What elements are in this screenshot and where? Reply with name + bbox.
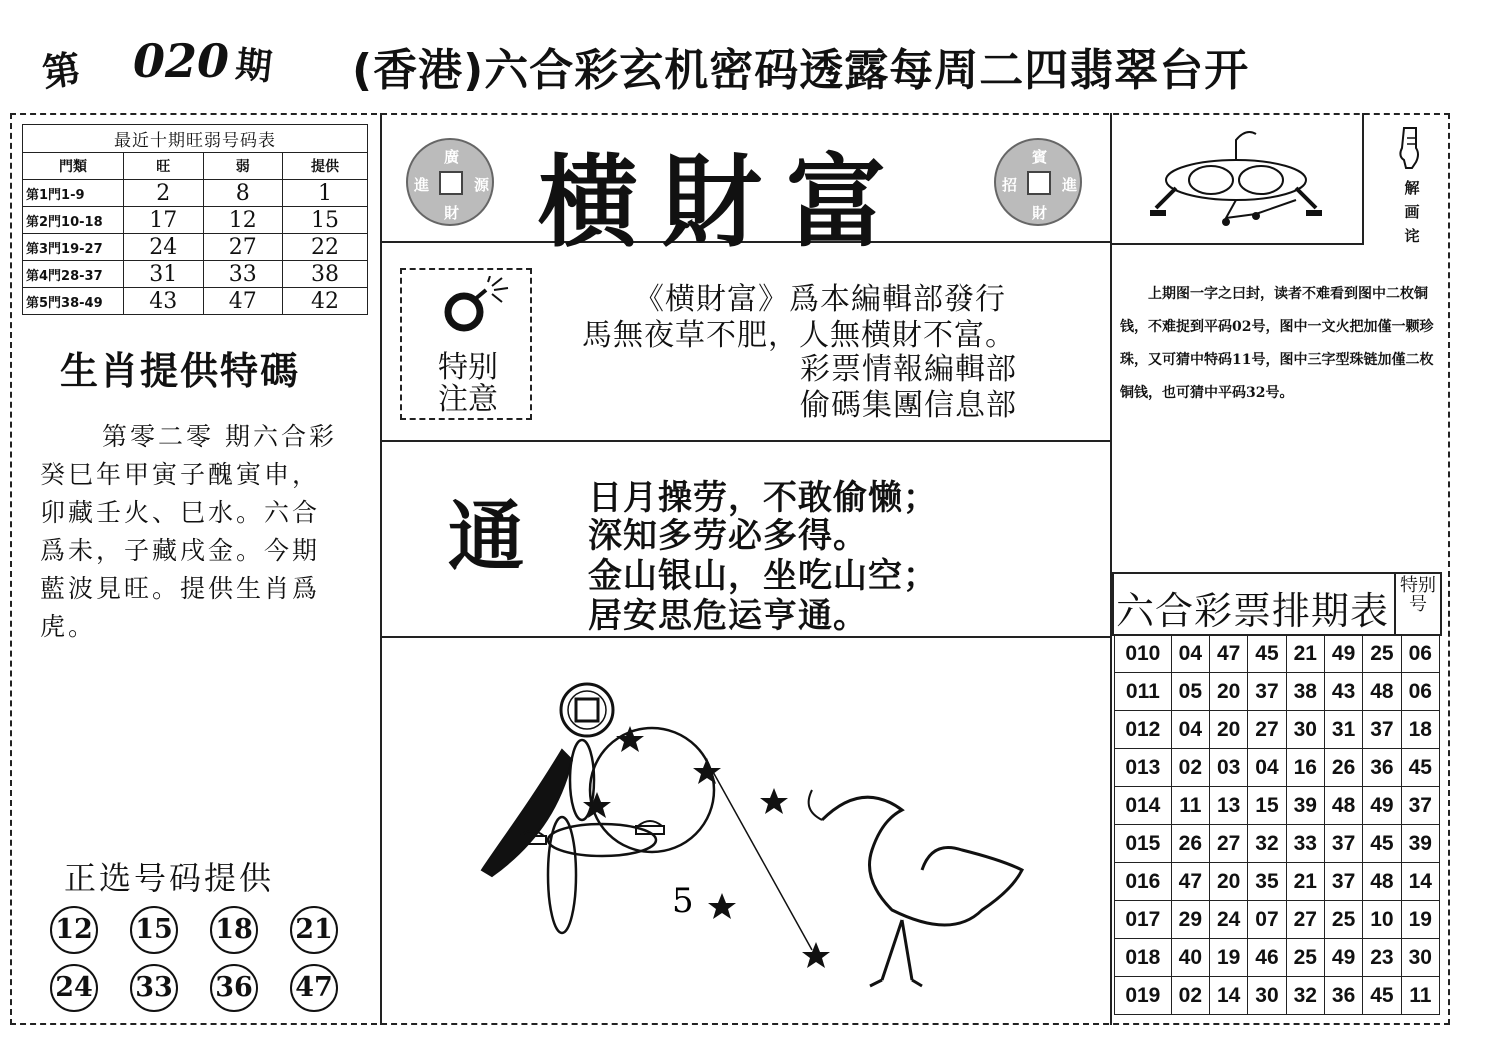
schedule-number: 32 [1248, 825, 1286, 863]
stats-row [23, 207, 368, 234]
schedule-number: 43 [1324, 673, 1362, 711]
pick-ball: 36 [210, 964, 258, 1012]
schedule-number: 38 [1286, 673, 1324, 711]
schedule-issue: 019 [1115, 977, 1172, 1015]
schedule-number: 04 [1171, 635, 1209, 673]
brand-title: 横財富 [538, 143, 910, 261]
stats-cell-label: 第3門19-27 [23, 234, 124, 261]
schedule-number: 27 [1286, 901, 1324, 939]
schedule-number: 45 [1248, 635, 1286, 673]
star-icons [583, 726, 830, 968]
schedule-number: 13 [1210, 787, 1248, 825]
stats-cell-tigong: 22 [283, 234, 368, 261]
bomb-icon [440, 276, 516, 336]
schedule-number: 49 [1324, 635, 1362, 673]
stats-cell-wang: 17 [124, 207, 204, 234]
schedule-number: 20 [1210, 673, 1248, 711]
schedule-number: 30 [1286, 711, 1324, 749]
schedule-number: 37 [1248, 673, 1286, 711]
schedule-number: 48 [1363, 673, 1401, 711]
schedule-row [1115, 901, 1440, 939]
schedule-special-number: 18 [1401, 711, 1439, 749]
schedule-number: 36 [1324, 977, 1362, 1015]
stats-cell-wang: 2 [124, 180, 204, 207]
schedule-number: 29 [1171, 901, 1209, 939]
stats-header: 弱 [203, 153, 283, 180]
schedule-number: 27 [1248, 711, 1286, 749]
notice-label [418, 352, 518, 416]
schedule-number: 21 [1286, 863, 1324, 901]
pick-ball: 47 [290, 964, 338, 1012]
stats-cell-tigong: 1 [283, 180, 368, 207]
schedule-number: 36 [1363, 749, 1401, 787]
schedule-number: 47 [1210, 635, 1248, 673]
schedule-table [1114, 634, 1440, 1015]
schedule-number: 32 [1286, 977, 1324, 1015]
schedule-issue: 010 [1115, 635, 1172, 673]
schedule-number: 25 [1324, 901, 1362, 939]
notice-label-line: 特别 [438, 350, 498, 385]
notice-line: 偷碼集團信息部 [800, 388, 1017, 423]
stats-row [23, 234, 368, 261]
zodiac-heading: 生肖提供特碼 [60, 349, 301, 393]
stats-cell-ruo: 12 [203, 207, 283, 234]
zodiac-text: 第零二零 期六合彩癸巳年甲寅子醜寅申，卯藏壬火、巳水。六合爲未，子藏戌金。今期藍波見旺。提供生肖爲虎。 [40, 422, 337, 641]
schedule-number: 45 [1363, 825, 1401, 863]
notice-line: 彩票情報編輯部 [800, 352, 1017, 387]
stats-cell-ruo: 27 [203, 234, 283, 261]
stats-body [23, 180, 368, 315]
schedule-number: 45 [1363, 977, 1401, 1015]
notice-line: 馬無夜草不肥，人無横財不富。 [582, 318, 1016, 353]
schedule-number: 47 [1171, 863, 1209, 901]
stats-header: 提供 [283, 153, 368, 180]
issue-number: 020 [133, 34, 230, 88]
schedule-special-number: 45 [1401, 749, 1439, 787]
verse-big-char: 通 [448, 492, 524, 581]
stats-cell-ruo: 8 [203, 180, 283, 207]
notice-label-line: 注意 [438, 382, 498, 417]
verse-line: 日月操劳，不敢偷懒； [588, 478, 938, 518]
schedule-row [1115, 635, 1440, 673]
schedule-number: 02 [1171, 749, 1209, 787]
stats-cell-wang: 31 [124, 261, 204, 288]
schedule-issue: 018 [1115, 939, 1172, 977]
riddle-side-divider [1362, 113, 1364, 243]
schedule-row [1115, 749, 1440, 787]
stats-cell-tigong: 15 [283, 207, 368, 234]
schedule-number: 48 [1363, 863, 1401, 901]
schedule-number: 14 [1210, 977, 1248, 1015]
issue-prefix: 第 [39, 46, 84, 96]
schedule-row [1115, 977, 1440, 1015]
schedule-row [1115, 939, 1440, 977]
schedule-number: 49 [1324, 939, 1362, 977]
coin-right-icon: 賓 招 進 財 [994, 138, 1082, 226]
schedule-special-label: 特别号 [1400, 575, 1436, 615]
schedule-issue: 014 [1115, 787, 1172, 825]
schedule-special-number: 06 [1401, 635, 1439, 673]
stats-table [22, 124, 368, 315]
schedule-number: 30 [1248, 977, 1286, 1015]
schedule-number: 25 [1363, 635, 1401, 673]
riddle-block [1120, 278, 1442, 410]
schedule-number: 04 [1248, 749, 1286, 787]
riddle-top-divider [1112, 243, 1364, 245]
schedule-number: 11 [1171, 787, 1209, 825]
pointing-hand-icon [1398, 124, 1424, 170]
schedule-issue: 015 [1115, 825, 1172, 863]
riddle-text: 上期图一字之曰封，读者不难看到图中二枚铜钱，不难捉到平码02号，图中一文火把加僅一颗珍珠，又可猜中特码11号，图中三字型珠链加僅二枚铜钱，也可猜中平码32号。 [1120, 286, 1434, 401]
notice-line: 《横財富》爲本編輯部發行 [634, 282, 1006, 317]
schedule-number: 02 [1171, 977, 1209, 1015]
stats-cell-wang: 43 [124, 288, 204, 315]
stats-cell-label: 第5門38-49 [23, 288, 124, 315]
stats-cell-ruo: 47 [203, 288, 283, 315]
stats-header: 門類 [23, 153, 124, 180]
schedule-row [1115, 673, 1440, 711]
schedule-issue: 012 [1115, 711, 1172, 749]
schedule-special-number: 39 [1401, 825, 1439, 863]
pick-ball: 12 [50, 906, 98, 954]
stats-cell-label: 第1門1-9 [23, 180, 124, 207]
schedule-title: 六合彩票排期表 [1116, 589, 1390, 633]
schedule-number: 23 [1363, 939, 1401, 977]
schedule-issue: 013 [1115, 749, 1172, 787]
stats-row [23, 261, 368, 288]
schedule-number: 19 [1210, 939, 1248, 977]
pick-ball: 33 [130, 964, 178, 1012]
schedule-row [1115, 787, 1440, 825]
schedule-number: 20 [1210, 711, 1248, 749]
schedule-number: 46 [1248, 939, 1286, 977]
schedule-number: 48 [1324, 787, 1362, 825]
schedule-number: 40 [1171, 939, 1209, 977]
schedule-special-number: 06 [1401, 673, 1439, 711]
schedule-number: 03 [1210, 749, 1248, 787]
schedule-number: 39 [1286, 787, 1324, 825]
schedule-number: 26 [1171, 825, 1209, 863]
schedule-number: 10 [1363, 901, 1401, 939]
pick-ball: 21 [290, 906, 338, 954]
pick-ball: 24 [50, 964, 98, 1012]
bird-icon [809, 790, 1022, 986]
page-title: (香港)六合彩玄机密码透露每周二四翡翠台开 [352, 45, 1250, 96]
stats-cell-wang: 24 [124, 234, 204, 261]
schedule-number: 05 [1171, 673, 1209, 711]
schedule-number: 33 [1286, 825, 1324, 863]
schedule-number: 35 [1248, 863, 1286, 901]
schedule-special-number: 37 [1401, 787, 1439, 825]
coin-left-icon: 廣 進 源 財 [406, 138, 494, 226]
schedule-number: 21 [1286, 635, 1324, 673]
schedule-number: 20 [1210, 863, 1248, 901]
verse-divider [380, 636, 1110, 638]
stats-row [23, 288, 368, 315]
stats-caption: 最近十期旺弱号码表 [23, 125, 368, 153]
schedule-special-number: 14 [1401, 863, 1439, 901]
schedule-number: 37 [1324, 825, 1362, 863]
stats-cell-tigong: 38 [283, 261, 368, 288]
stats-cell-label: 第2門10-18 [23, 207, 124, 234]
schedule-number: 24 [1210, 901, 1248, 939]
schedule-row [1115, 825, 1440, 863]
stats-header: 旺 [124, 153, 204, 180]
schedule-issue: 011 [1115, 673, 1172, 711]
schedule-number: 07 [1248, 901, 1286, 939]
schedule-number: 04 [1171, 711, 1209, 749]
schedule-number: 16 [1286, 749, 1324, 787]
stats-cell-label: 第4門28-37 [23, 261, 124, 288]
verse-line: 深知多劳必多得。 [588, 516, 868, 556]
schedule-number: 15 [1248, 787, 1286, 825]
picture-digit: 5 [672, 881, 694, 921]
schedule-issue: 017 [1115, 901, 1172, 939]
pick-ball: 15 [130, 906, 178, 954]
schedule-issue: 016 [1115, 863, 1172, 901]
schedule-row [1115, 711, 1440, 749]
coin-icon [561, 684, 613, 736]
schedule-number: 26 [1324, 749, 1362, 787]
pick-ball: 18 [210, 906, 258, 954]
puzzle-picture [382, 640, 1108, 1020]
zodiac-text-block [40, 418, 340, 646]
schedule-body [1115, 635, 1440, 1015]
verse-line: 居安思危运亨通。 [588, 596, 868, 636]
verse-line: 金山银山，坐吃山空； [588, 556, 938, 596]
schedule-special-number: 11 [1401, 977, 1439, 1015]
schedule-row [1115, 863, 1440, 901]
schedule-number: 37 [1363, 711, 1401, 749]
stats-row [23, 180, 368, 207]
right-divider [1110, 113, 1112, 1025]
schedule-number: 25 [1286, 939, 1324, 977]
picks-heading: 正选号码提供 [64, 859, 275, 897]
turtle-icon [1116, 118, 1362, 244]
stats-cell-tigong: 42 [283, 288, 368, 315]
schedule-special-number: 19 [1401, 901, 1439, 939]
schedule-header-divider [1394, 572, 1396, 636]
schedule-number: 49 [1363, 787, 1401, 825]
issue-suffix: 期 [233, 44, 274, 89]
stats-cell-ruo: 33 [203, 261, 283, 288]
schedule-number: 31 [1324, 711, 1362, 749]
schedule-number: 37 [1324, 863, 1362, 901]
schedule-number: 27 [1210, 825, 1248, 863]
notice-divider [380, 440, 1110, 442]
schedule-special-number: 30 [1401, 939, 1439, 977]
riddle-side-label: 解画诧 [1404, 179, 1420, 245]
